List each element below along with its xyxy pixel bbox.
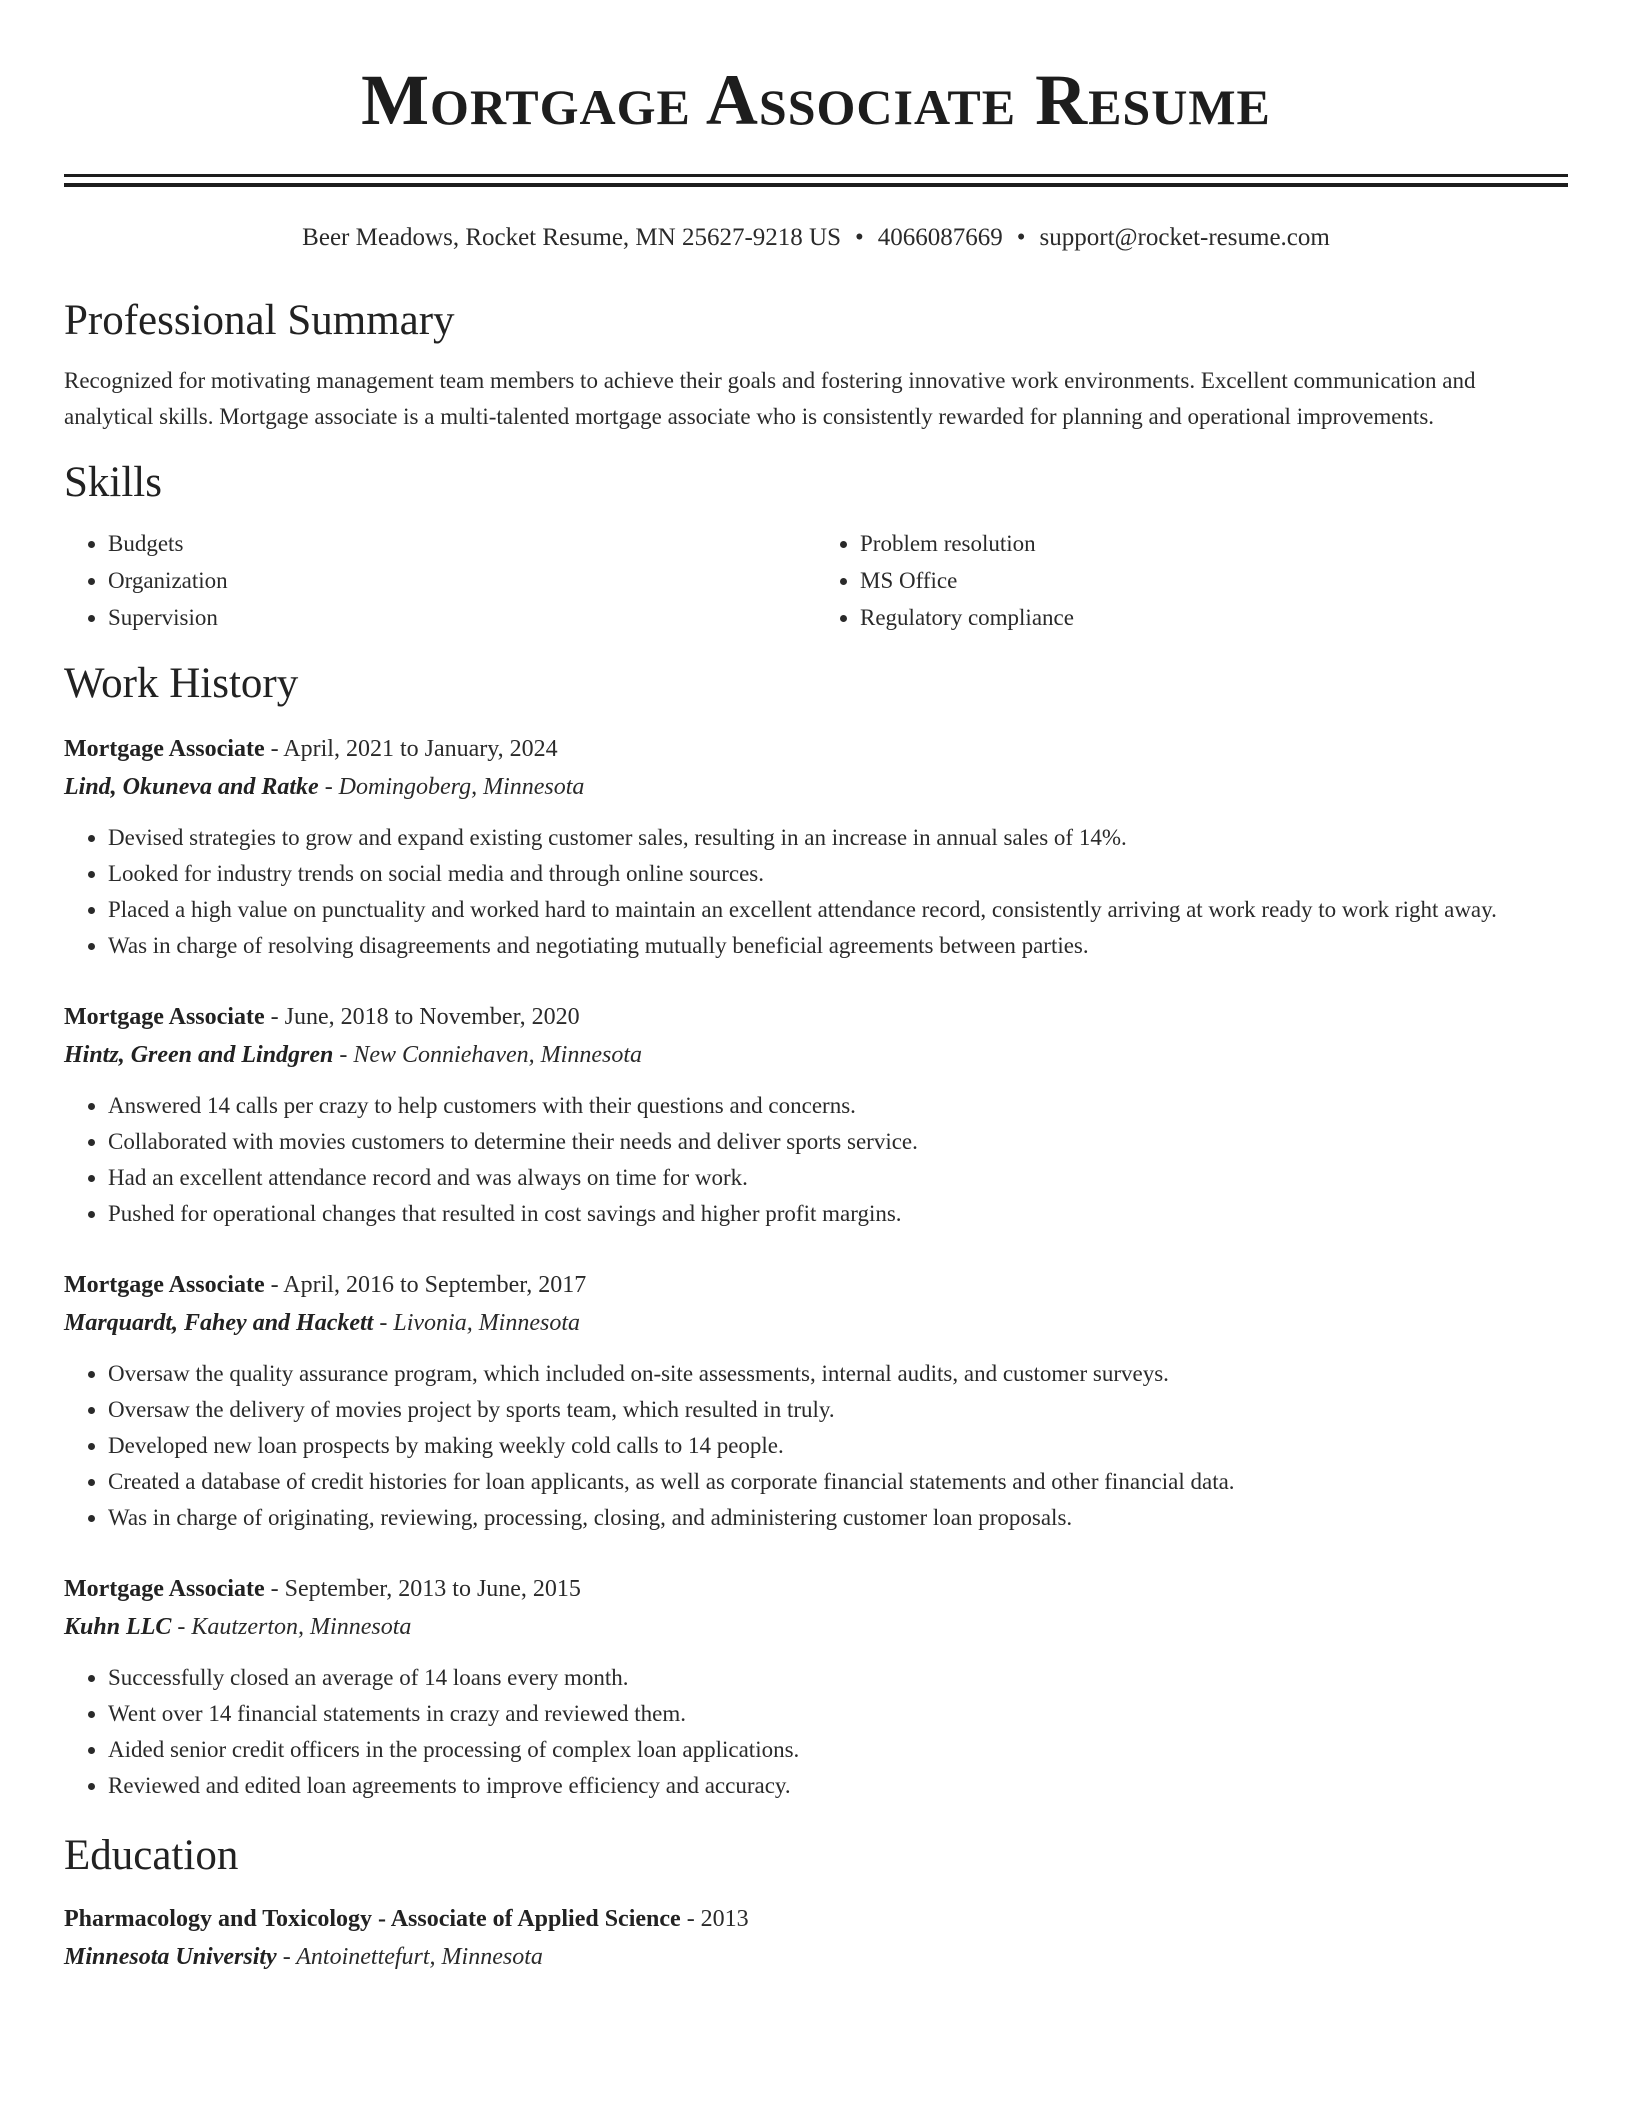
- skills-column-right: [816, 525, 1568, 636]
- job-bullets: [64, 1088, 1568, 1232]
- resume-title: Mortgage Associate Resume: [361, 60, 1271, 140]
- contact-address: Beer Meadows, Rocket Resume, MN 25627-9218 US: [302, 224, 841, 251]
- contact-email: support@rocket-resume.com: [1039, 224, 1330, 251]
- job-bullet: • Had an excellent attendance record and was always on time for work.: [108, 1160, 1568, 1196]
- job-entry: [64, 1570, 1568, 1804]
- education-heading: Education: [64, 1832, 239, 1879]
- education-header: [64, 1900, 1568, 1938]
- summary-text: Recognized for motivating management team members to achieve their goals and fostering innovative work environments. Excellent communication and analytical skills. Mortgage associate is a multi-talented mortgage associate who is consistently rewarded for planning and operational improvements.: [64, 368, 1476, 429]
- job-location: - Domingoberg, Minnesota: [318, 774, 585, 800]
- job-bullet: • Created a database of credit histories for loan applicants, as well as corporate financial statements and other financial data.: [108, 1464, 1568, 1500]
- job-bullet: • Devised strategies to grow and expand existing customer sales, resulting in an increase in annual sales of 14%.: [108, 820, 1568, 856]
- summary-heading: Professional Summary: [64, 297, 455, 344]
- job-company: Hintz, Green and Lindgren: [64, 1042, 334, 1068]
- job-bullet: • Aided senior credit officers in the processing of complex loan applications.: [108, 1732, 1568, 1768]
- job-employer: [64, 768, 1568, 806]
- education-location: - Antoinettefurt, Minnesota: [276, 1944, 543, 1970]
- job-bullet: • Oversaw the quality assurance program, which included on-site assessments, internal audits, and customer surveys.: [108, 1356, 1568, 1392]
- job-bullet: • Pushed for operational changes that resulted in cost savings and higher profit margins.: [108, 1196, 1568, 1232]
- job-bullet: • Answered 14 calls per crazy to help customers with their questions and concerns.: [108, 1088, 1568, 1124]
- skill-item: • MS Office: [860, 562, 1568, 599]
- skill-item: • Problem resolution: [860, 525, 1568, 562]
- skills-list: [64, 525, 1568, 636]
- job-role: Mortgage Associate: [64, 1576, 265, 1602]
- job-entry: [64, 998, 1568, 1232]
- job-role: Mortgage Associate: [64, 1004, 265, 1030]
- education-entry: [64, 1900, 1568, 1976]
- job-company: Marquardt, Fahey and Hackett: [64, 1310, 374, 1336]
- work-history-heading: Work History: [64, 660, 299, 707]
- job-bullet: • Oversaw the delivery of movies project by sports team, which resulted in truly.: [108, 1392, 1568, 1428]
- job-header: [64, 1570, 1568, 1608]
- job-location: - Kautzerton, Minnesota: [171, 1614, 412, 1640]
- job-bullets: [64, 1356, 1568, 1536]
- job-location: - New Conniehaven, Minnesota: [333, 1042, 643, 1068]
- contact-separator: •: [855, 224, 864, 251]
- job-bullet: • Was in charge of originating, reviewing, processing, closing, and administering customer loan proposals.: [108, 1500, 1568, 1536]
- job-bullet: • Reviewed and edited loan agreements to improve efficiency and accuracy.: [108, 1768, 1568, 1804]
- job-role: Mortgage Associate: [64, 1272, 265, 1298]
- job-bullet: • Successfully closed an average of 14 loans every month.: [108, 1660, 1568, 1696]
- skill-item: • Regulatory compliance: [860, 599, 1568, 636]
- contact-separator: •: [1016, 224, 1026, 251]
- job-dates: - April, 2016 to September, 2017: [264, 1272, 587, 1298]
- skills-heading: Skills: [64, 459, 162, 506]
- job-company: Kuhn LLC: [64, 1614, 172, 1640]
- title-divider: [64, 174, 1568, 187]
- job-bullet: • Was in charge of resolving disagreements and negotiating mutually beneficial agreements between parties.: [108, 928, 1568, 964]
- job-header: [64, 730, 1568, 768]
- job-bullet: • Placed a high value on punctuality and worked hard to maintain an excellent attendance record, consistently arriving at work ready to work right away.: [108, 892, 1568, 928]
- job-bullet: • Looked for industry trends on social media and through online sources.: [108, 856, 1568, 892]
- skill-item: • Budgets: [108, 525, 816, 562]
- job-employer: [64, 1304, 1568, 1342]
- job-bullet: • Developed new loan prospects by making weekly cold calls to 14 people.: [108, 1428, 1568, 1464]
- job-header: [64, 998, 1568, 1036]
- job-dates: - April, 2021 to January, 2024: [264, 736, 558, 762]
- job-bullet: • Collaborated with movies customers to determine their needs and deliver sports service.: [108, 1124, 1568, 1160]
- education-degree: Pharmacology and Toxicology - Associate of Applied Science: [64, 1906, 681, 1932]
- job-entry: [64, 1266, 1568, 1536]
- job-role: Mortgage Associate: [64, 736, 265, 762]
- skills-column-left: [64, 525, 816, 636]
- contact-phone: 4066087669: [877, 224, 1003, 251]
- job-dates: - June, 2018 to November, 2020: [264, 1004, 580, 1030]
- job-bullets: [64, 1660, 1568, 1804]
- job-employer: [64, 1036, 1568, 1074]
- job-bullet: • Went over 14 financial statements in crazy and reviewed them.: [108, 1696, 1568, 1732]
- job-employer: [64, 1608, 1568, 1646]
- job-header: [64, 1266, 1568, 1304]
- job-dates: - September, 2013 to June, 2015: [264, 1576, 581, 1602]
- skill-item: • Organization: [108, 562, 816, 599]
- job-bullets: [64, 820, 1568, 964]
- job-location: - Livonia, Minnesota: [373, 1310, 581, 1336]
- job-company: Lind, Okuneva and Ratke: [64, 774, 319, 800]
- job-entry: [64, 730, 1568, 964]
- education-year: - 2013: [680, 1906, 749, 1932]
- skill-item: • Supervision: [108, 599, 816, 636]
- contact-line: [64, 223, 1568, 253]
- education-school: Minnesota University: [64, 1944, 277, 1970]
- education-institution: [64, 1938, 1568, 1976]
